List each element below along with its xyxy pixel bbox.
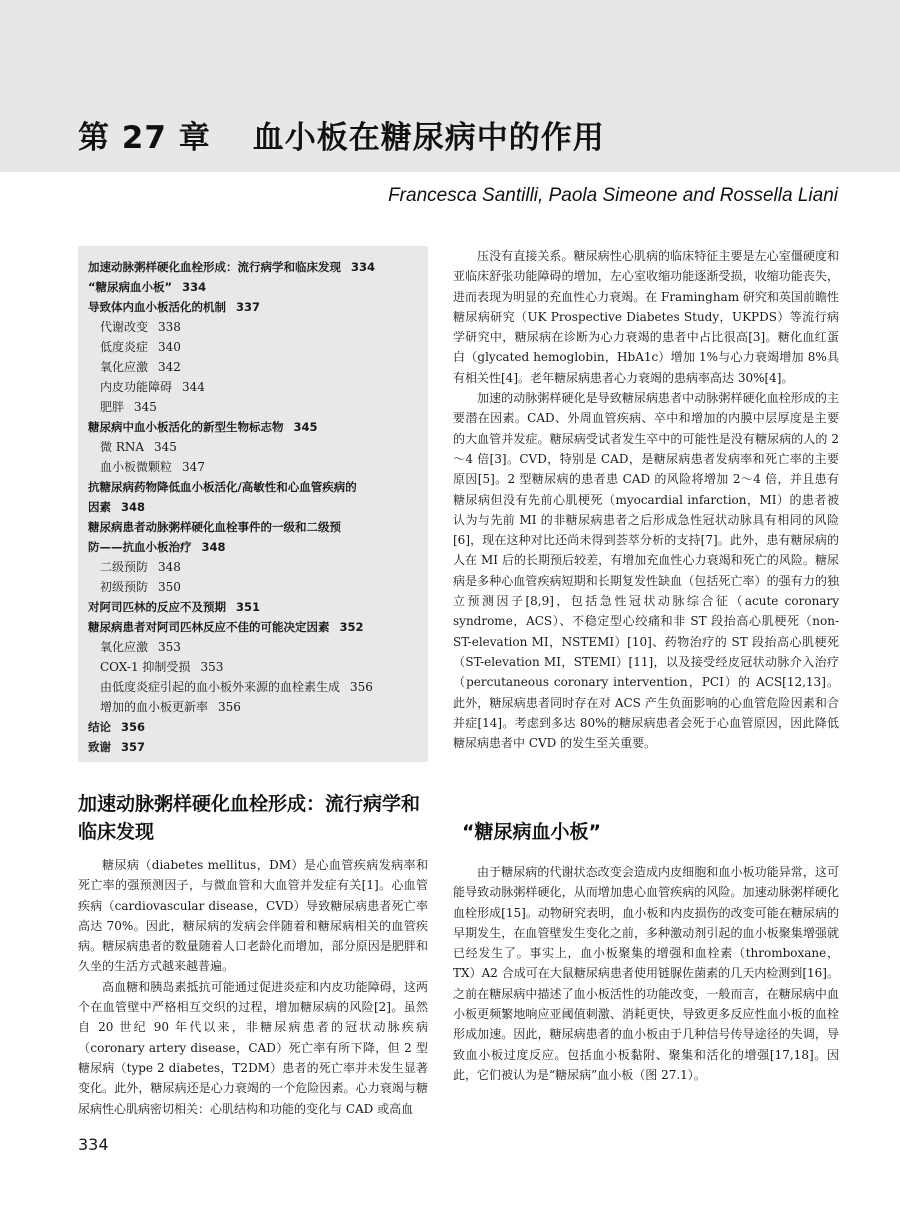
toc-entry[interactable]: [88, 597, 428, 617]
toc-entry-title: 糖尿病患者对阿司匹林反应不佳的可能决定因素: [88, 620, 330, 634]
toc-entry[interactable]: [88, 497, 428, 517]
toc-entry-page: 350: [158, 580, 181, 594]
toc-entry-title: COX-1 抑制受损: [100, 660, 191, 674]
chapter-title: [78, 112, 605, 157]
toc-entry-title: 微 RNA: [100, 440, 145, 454]
toc-entry-page: 357: [121, 740, 146, 754]
toc-entry[interactable]: [88, 617, 428, 637]
toc-entry-page: 356: [218, 700, 241, 714]
toc-entry[interactable]: [88, 737, 428, 757]
toc-entry[interactable]: [88, 677, 428, 697]
toc-entry-title: 低度炎症: [100, 340, 149, 354]
toc-entry[interactable]: [88, 257, 428, 277]
author-list: Francesca Santilli, Paola Simeone and Rossella Liani: [388, 185, 838, 206]
toc-entry-title: 对阿司匹林的反应不及预期: [88, 600, 226, 614]
toc-entry[interactable]: [88, 417, 428, 437]
toc-entry-page: 334: [182, 280, 207, 294]
toc-entry-page: 353: [200, 660, 224, 674]
left-column-text: [78, 855, 428, 1119]
toc-entry-title: 氧化应激: [100, 640, 149, 654]
toc-entry-title: 初级预防: [100, 580, 149, 594]
toc-entry[interactable]: [88, 697, 428, 717]
toc-entry-title: 导致体内血小板活化的机制: [88, 300, 226, 314]
toc-entry-title: 血小板微颗粒: [100, 460, 173, 474]
body-paragraph: 由于糖尿病的代谢状态改变会造成内皮细胞和血小板功能异常，这可能导致动脉粥样硬化，从而增加患心血管疾病的风险。加速动脉粥样硬化血栓形成[15]。动物研究表明，血小板和内皮损伤的改变可能在糖尿病的早期发生，在血管壁发生变化之前，多种激动剂引起的血小板聚集增强就已经发生了。事实上，血小板聚集的增强和血栓素（thromboxane，TX）A2 合成可在大鼠糖尿病患者使用链脲佐菌素的几天内检测到[16]。之前在糖尿病中描述了血小板活性的功能改变，一般而言，在糖尿病中血小板更频繁地响应亚阈值刺激、消耗更快，导致更多反应性血小板的血栓形成加速。因此，糖尿病患者的血小板由于几种信号传导途径的失调，导致血小板过度反应。包括血小板黏附、聚集和活化的增强[17,18]。因此，它们被认为是“糖尿病”血小板（图 27.1）。: [453, 865, 839, 1082]
toc-entry-title: 结论: [88, 720, 111, 734]
chapter-number: 第 27 章: [78, 120, 211, 156]
table-of-contents: [78, 246, 428, 762]
page-number: 334: [78, 1135, 109, 1154]
toc-entry-page: 352: [339, 620, 364, 634]
toc-entry-page: 356: [350, 680, 373, 694]
toc-entry[interactable]: [88, 457, 428, 477]
toc-entry-page: 347: [182, 460, 205, 474]
toc-entry[interactable]: [88, 277, 428, 297]
toc-entry-title: 二级预防: [100, 560, 149, 574]
toc-entry-title: 加速动脉粥样硬化血栓形成：流行病学和临床发现: [88, 260, 341, 274]
toc-entry[interactable]: [88, 337, 428, 357]
toc-entry-page: 356: [121, 720, 146, 734]
toc-entry[interactable]: [88, 557, 428, 577]
body-paragraph: 加速的动脉粥样硬化是导致糖尿病患者中动脉粥样硬化血栓形成的主要潜在因素。CAD、外周血管疾病、卒中和增加的内膜中层厚度是主要的大血管并发症。糖尿病受试者发生卒中的可能性是没有糖尿病的人的 2～4 倍[3]。CVD，特别是 CAD，是糖尿病患者发病率和死亡率的主要原因[5]。2 型糖尿病的患者患 CAD 的风险将增加 2～4 倍，并且患有糖尿病但没有先前心肌梗死（myocardial infarction，MI）的患者被认为与先前 MI 的非糖尿病患者之后形成急性冠状动脉具有相同的风险[6]，现在这种对比还尚未得到荟萃分析的支持[7]。此外，患有糖尿病的人在 MI 后的长期预后较差，有增加充血性心力衰竭和死亡的风险。糖尿病是多种心血管疾病短期和长期复发性缺血（包括死亡率）的强有力的独立预测因子[8,9]，包括急性冠状动脉综合征（acute coronary syndrome，ACS）、不稳定型心绞痛和非 ST 段抬高心肌梗死（non-ST-elevation MI，NSTEMI）[10]、药物治疗的 ST 段抬高心肌梗死（ST-elevation MI，STEMI）[11]，以及接受经皮冠状动脉介入治疗（percutaneous coronary intervention，PCI）的 ACS[12,13]。此外，糖尿病患者同时存在对 ACS 产生负面影响的心血管危险因素和合并症[14]。考虑到多达 80%的糖尿病患者会死于心血管原因，因此降低糖尿病患者中 CVD 的发生至关重要。: [453, 391, 839, 751]
toc-entry[interactable]: [88, 637, 428, 657]
toc-entry[interactable]: [88, 437, 428, 457]
toc-entry-title: 代谢改变: [100, 320, 149, 334]
chapter-title-text: 血小板在糖尿病中的作用: [252, 120, 605, 156]
toc-entry[interactable]: [88, 517, 428, 537]
toc-entry[interactable]: [88, 297, 428, 317]
toc-entry[interactable]: [88, 717, 428, 737]
body-paragraph: 高血糖和胰岛素抵抗可能通过促进炎症和内皮功能障碍，这两个在血管壁中严格相互交织的过程，增加糖尿病的风险[2]。虽然自 20 世纪 90 年代以来，非糖尿病患者的冠状动脉疾病（coronary artery disease，CAD）死亡率有所下降，但 2 型糖尿病（type 2 diabetes，T2DM）患者的死亡率并未发生显著变化。此外，糖尿病还是心力衰竭的一个危险因素。心力衰竭与糖尿病性心肌病密切相关：心肌结构和功能的变化与 CAD 或高血: [78, 979, 428, 1116]
toc-entry-page: 351: [236, 600, 261, 614]
body-paragraph: 压没有直接关系。糖尿病性心肌病的临床特征主要是左心室僵硬度和亚临床舒张功能障碍的增加，左心室收缩功能逐渐受损，收缩功能丧失，进而表现为明显的充血性心力衰竭。在 Framingham 研究和英国前瞻性糖尿病研究（UK Prospective Diabetes Study，UKPDS）等流行病学研究中，糖尿病在诊断为心力衰竭的患者中占比很高[3]。糖化血红蛋白（glycated hemoglobin，HbA1c）增加 1%与心力衰竭增加 8%具有相关性[4]。老年糖尿病患者心力衰竭的患病率高达 30%[4]。: [453, 249, 839, 385]
toc-entry-page: 338: [158, 320, 181, 334]
toc-entry-title: 糖尿病中血小板活化的新型生物标志物: [88, 420, 284, 434]
body-paragraph: 糖尿病（diabetes mellitus，DM）是心血管疾病发病率和死亡率的强预测因子，与微血管和大血管并发症有关[1]。心血管疾病（cardiovascular disease，CVD）导致糖尿病患者死亡率高达 70%。因此，糖尿病的发病会伴随着和糖尿病相关的血管疾病。糖尿病患者的数量随着人口老龄化而增加，部分原因是肥胖和久坐的生活方式越来越普遍。: [78, 858, 428, 974]
toc-entry-title: 内皮功能障碍: [100, 380, 173, 394]
right-column-bottom-text: [453, 862, 839, 1085]
toc-entry-title: 致谢: [88, 740, 111, 754]
toc-entry-title: 氧化应激: [100, 360, 149, 374]
toc-entry-page: 345: [293, 420, 318, 434]
toc-entry-page: 345: [134, 400, 157, 414]
toc-entry[interactable]: [88, 657, 428, 677]
toc-entry-title: 糖尿病患者动脉粥样硬化血栓事件的一级和二级预: [88, 520, 341, 534]
toc-entry-page: 348: [121, 500, 146, 514]
toc-entry-page: 337: [236, 300, 261, 314]
section-heading-diabetic-platelet: “糖尿病血小板”: [462, 821, 601, 843]
toc-entry[interactable]: [88, 397, 428, 417]
toc-entry[interactable]: [88, 317, 428, 337]
toc-entry-title: 因素: [88, 500, 111, 514]
toc-entry-page: 353: [158, 640, 181, 654]
toc-entry-title: 由低度炎症引起的血小板外来源的血栓素生成: [100, 680, 341, 694]
toc-entry-page: 342: [158, 360, 181, 374]
toc-entry-page: 345: [154, 440, 177, 454]
toc-entry[interactable]: [88, 537, 428, 557]
toc-entry-page: 348: [201, 540, 226, 554]
section-heading-epidemiology: 加速动脉粥样硬化血栓形成：流行病学和临床发现: [78, 793, 421, 843]
toc-entry-page: 348: [158, 560, 181, 574]
toc-entry-page: 340: [158, 340, 181, 354]
toc-entry-title: 抗糖尿病药物降低血小板活化/高敏性和心血管疾病的: [88, 480, 357, 494]
toc-entry-page: 334: [351, 260, 376, 274]
toc-entry-page: 344: [182, 380, 205, 394]
toc-entry-title: “糖尿病血小板”: [88, 280, 173, 294]
toc-entry[interactable]: [88, 477, 428, 497]
toc-entry[interactable]: [88, 577, 428, 597]
toc-entry-title: 肥胖: [100, 400, 125, 414]
toc-entry-title: 增加的血小板更新率: [100, 700, 209, 714]
right-column-top-text: [453, 246, 839, 753]
toc-entry[interactable]: [88, 377, 428, 397]
toc-entry[interactable]: [88, 357, 428, 377]
toc-entry-title: 防——抗血小板治疗: [88, 540, 192, 554]
